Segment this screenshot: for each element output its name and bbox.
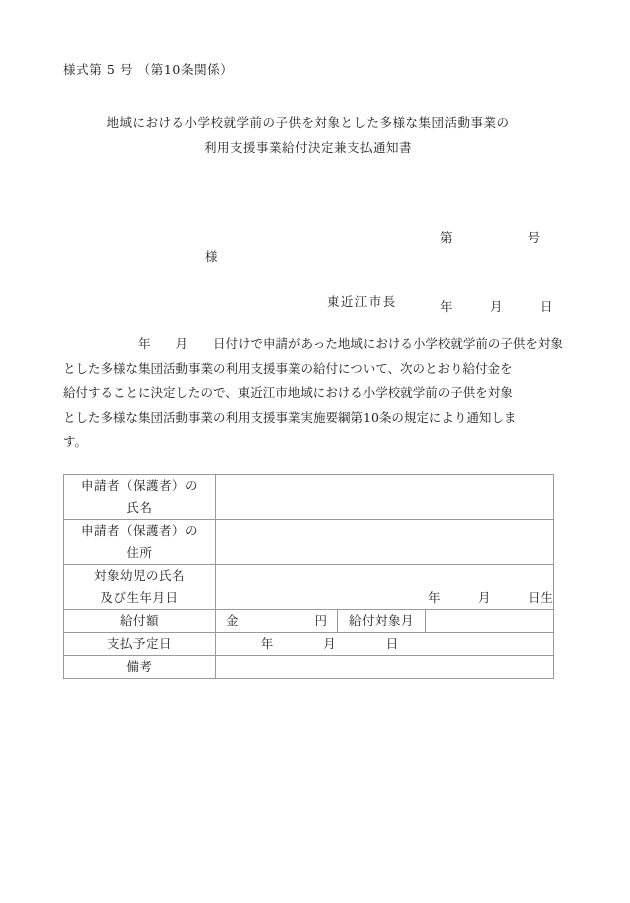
application-details-table: [63, 474, 554, 679]
row-label-child-name-birthdate: [64, 565, 216, 610]
body-line-1: 年 月 日付けで申請があった地域における小学校就学前の子供を対象: [63, 336, 563, 351]
amount-prefix: 金: [226, 613, 239, 628]
row-value-applicant-address[interactable]: [216, 520, 554, 565]
label-line-1: 対象幼児の氏名: [93, 568, 185, 583]
body-line-2: とした多様な集団活動事業の利用支援事業の給付について、次のとおり給付金を: [63, 360, 513, 376]
birthdate-placeholder: 年 月 日生: [428, 590, 554, 605]
label-line-1: 備考: [126, 659, 153, 674]
row-value-benefit-amount[interactable]: [216, 610, 338, 633]
row-label-benefit-amount: [64, 610, 216, 633]
label-line-1: 申請者（保護者）の: [80, 523, 198, 538]
row-value-remarks[interactable]: [216, 656, 554, 679]
table-row: [64, 610, 554, 633]
table-row: [64, 565, 554, 610]
row-label-applicant-name: [64, 475, 216, 520]
table-row: [64, 475, 554, 520]
label-line-2: 及び生年月日: [100, 590, 179, 605]
row-value-target-month[interactable]: [426, 610, 554, 633]
table-row: [64, 633, 554, 656]
body-paragraph: [63, 332, 563, 455]
label-line-2: 住所: [126, 545, 153, 560]
addressee-line: 様: [205, 249, 218, 264]
label-line-2: 氏名: [126, 500, 153, 515]
form-number: 様式第 5 号 （第10条関係）: [63, 62, 234, 77]
body-line-3: 給付することに決定したので、東近江市地域における小学校就学前の子供を対象: [63, 385, 513, 400]
body-line-5: す。: [63, 434, 88, 449]
row-label-target-month: [338, 610, 426, 633]
row-value-payment-date[interactable]: [216, 633, 554, 656]
table-row: [64, 520, 554, 565]
amount-suffix: 円: [314, 613, 327, 628]
issue-number: 第 号: [440, 230, 541, 245]
label-text: 給付対象月: [348, 613, 414, 628]
label-line-1: 給付額: [119, 613, 159, 628]
issue-date: 年 月 日: [440, 299, 553, 314]
row-label-remarks: [64, 656, 216, 679]
title-line-2: 利用支援事業給付決定兼支払通知書: [203, 140, 412, 155]
body-line-4: とした多様な集団活動事業の利用支援事業実施要綱第10条の規定により通知しま: [63, 409, 517, 425]
row-value-child-name-birthdate[interactable]: [216, 565, 554, 610]
issuer-name: 東近江市長: [327, 294, 397, 309]
row-value-applicant-name[interactable]: [216, 475, 554, 520]
document-title: [63, 110, 553, 160]
label-line-1: 支払予定日: [106, 636, 172, 651]
payment-date-placeholder: 年 月 日: [260, 636, 399, 651]
row-label-applicant-address: [64, 520, 216, 565]
row-label-payment-date: [64, 633, 216, 656]
label-line-1: 申請者（保護者）の: [80, 478, 198, 493]
title-line-1: 地域における小学校就学前の子供を対象とした多様な集団活動事業の: [106, 115, 510, 130]
table-row: [64, 656, 554, 679]
